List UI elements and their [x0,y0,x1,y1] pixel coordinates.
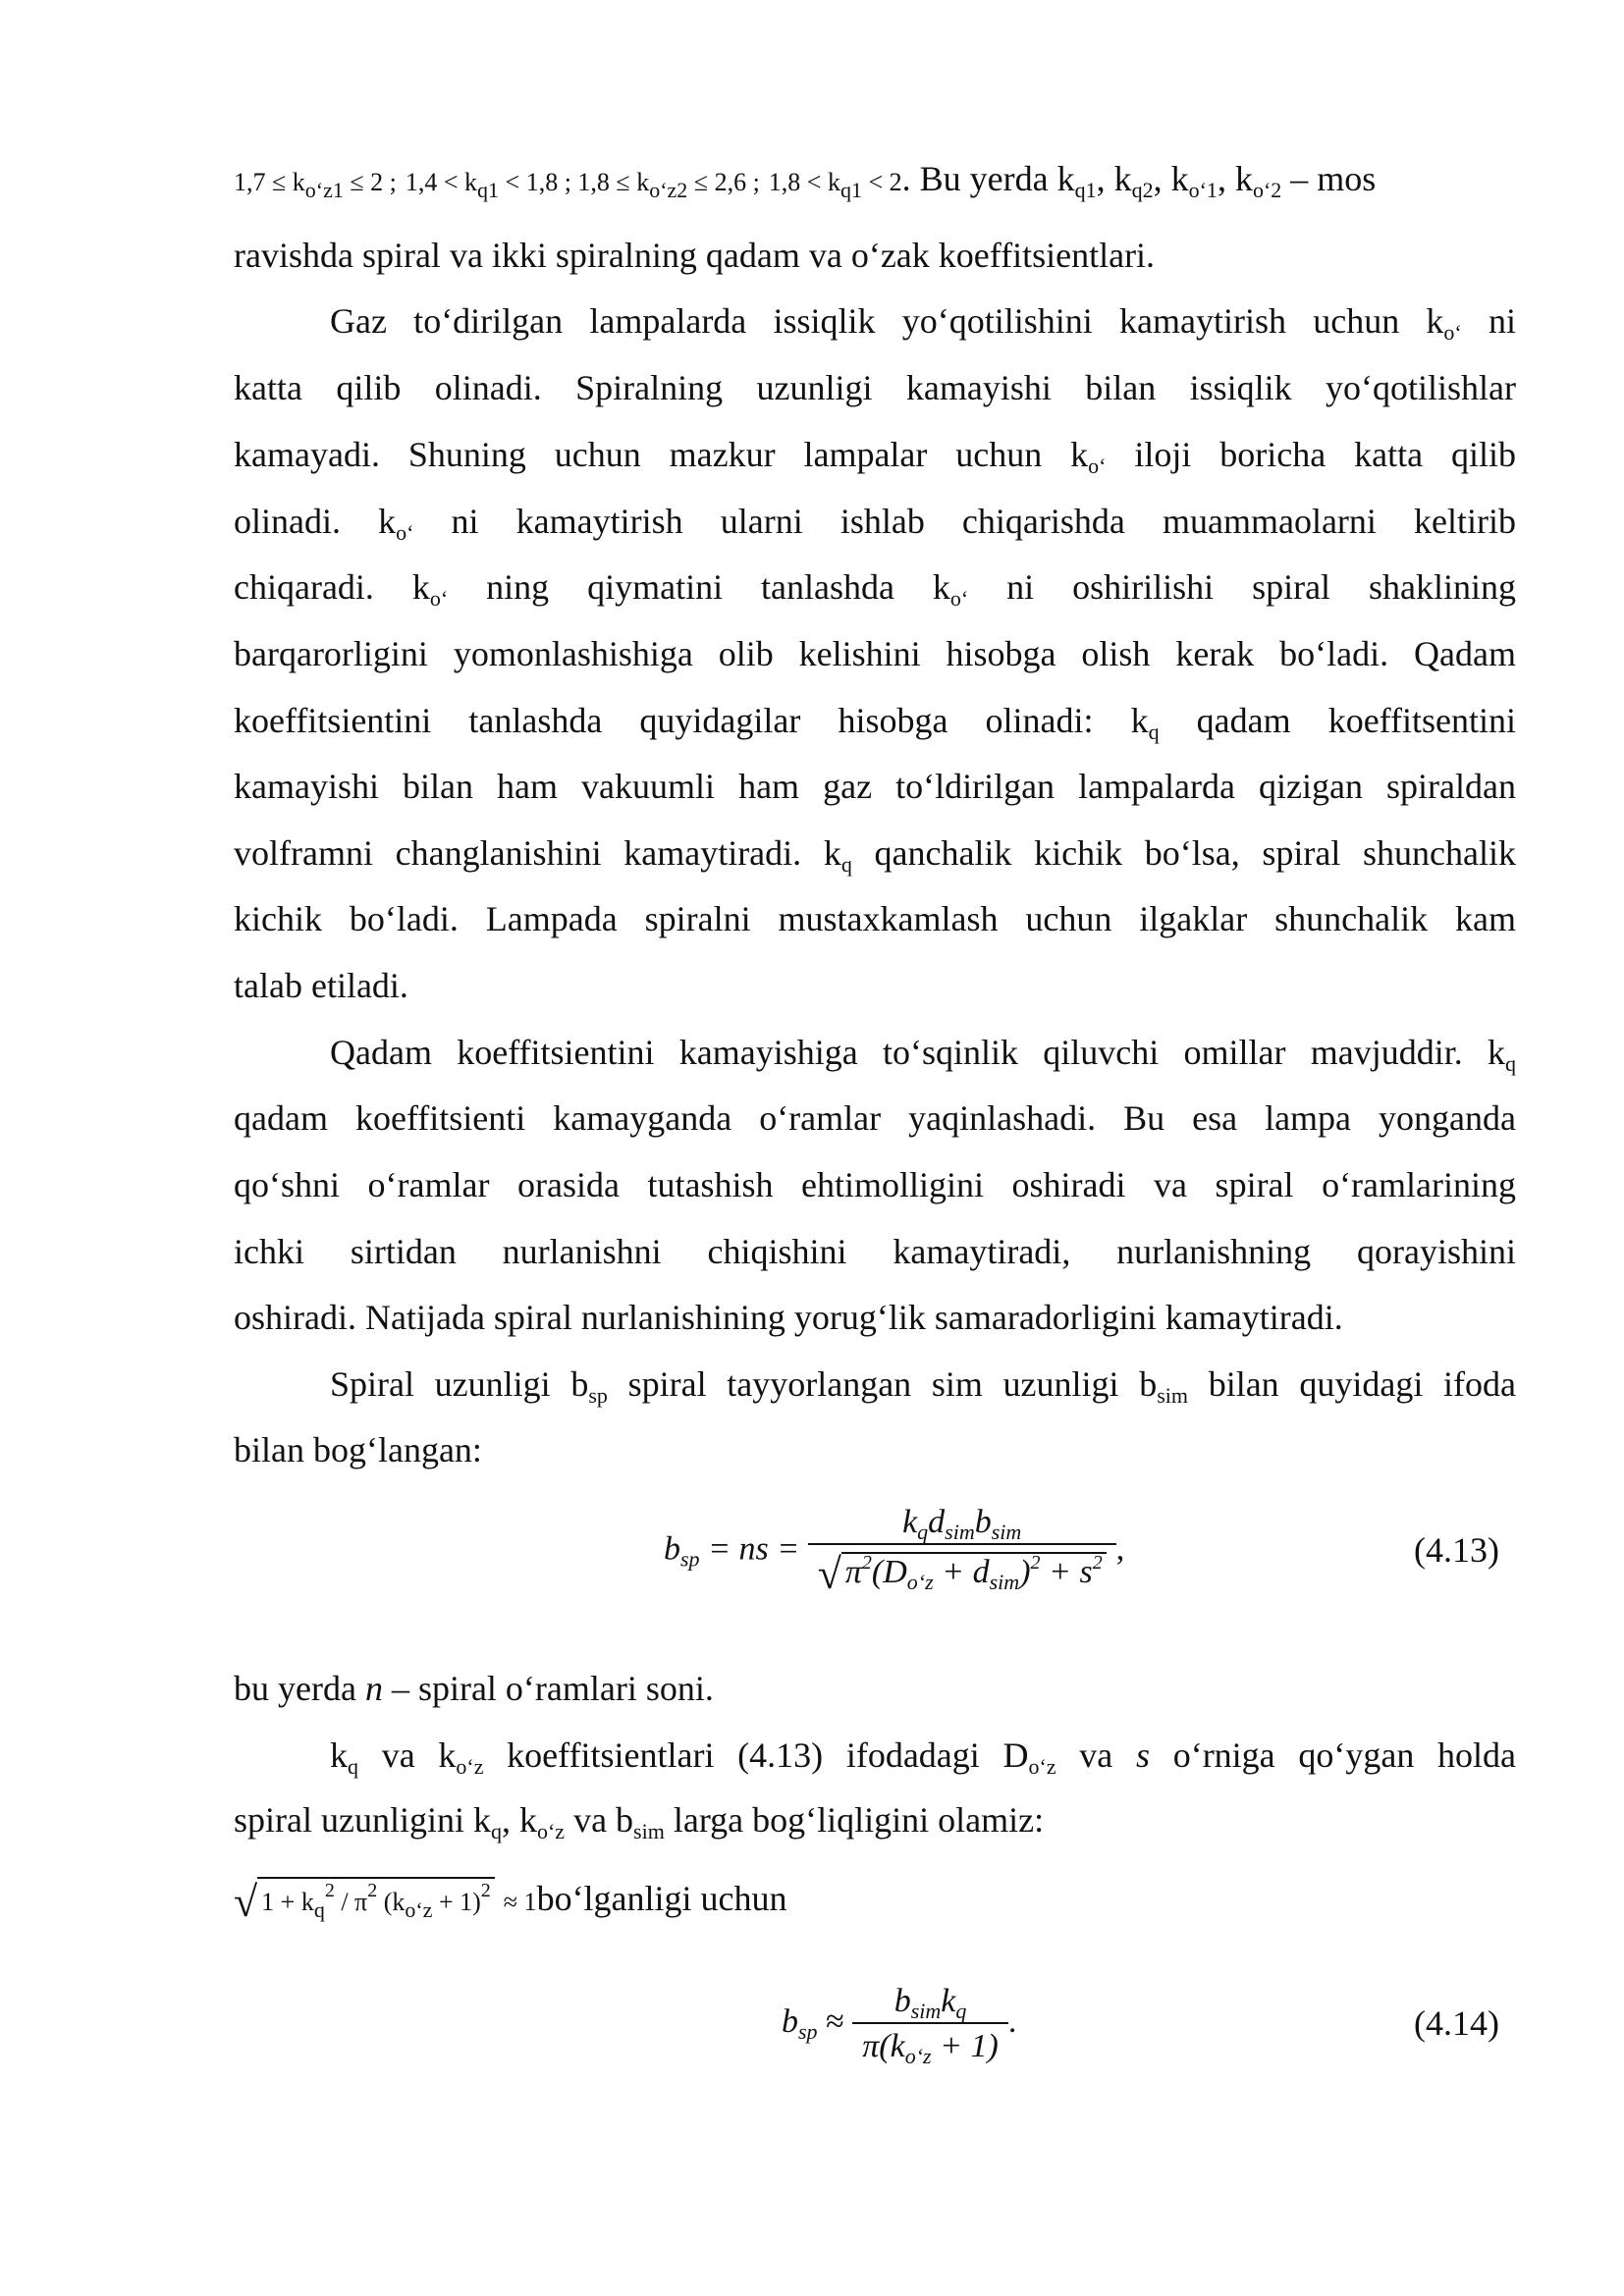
paragraph-line: talab etiladi. [234,966,408,1005]
inequality-3: $1,8 < k_{q1} < 2$ [768,168,902,202]
paragraph-line: chiqaradi. $k_{o‘}$ ning qiymatini tanlashda $k_{o‘}$ ni oshirilishi spiral shaklining [234,567,1516,611]
paragraph-line: volframni changlanishini kamaytiradi. $k_q$ qanchalik kichik bo‘lsa, spiral shunchalik [234,833,1516,877]
paragraph-line: qo‘shni o‘ramlar orasida tutashish ehtimolligini oshiradi va spiral o‘ramlarining [234,1165,1516,1204]
paragraph-line: koeffitsientini tanlashda quyidagilar hisobga olinadi: $k_q$ qadam koeffitsentini [234,701,1516,744]
paragraph-line: spiral uzunligini $k_q$, $k_{o‘z}$ va $b_{sim}$ larga bog‘liqligini olamiz: [234,1800,1045,1843]
paragraph-line: kamayishi bilan ham vakuumli ham gaz to‘ldirilgan lampalarda qizigan spiraldan [234,767,1516,806]
paragraph-line: katta qilib olinadi. Spiralning uzunligi kamayishi bilan issiqlik yo‘qotilishlar [234,368,1516,407]
paragraph-line: Spiral uzunligi $b_{sp}$ spiral tayyorlangan sim uzunligi $b_{sim}$ bilan quyidagi ifoda [330,1364,1516,1408]
paragraph-line: bu yerda n – spiral o‘ramlari soni. [234,1669,714,1708]
paragraph-line: ichki sirtidan nurlanishni chiqishini kamaytiradi, nurlanishning qorayishini [234,1232,1516,1271]
equation-number: (4.13) [1414,1530,1499,1570]
paragraph-line: kichik bo‘ladi. Lampada spiralni mustaxkamlash uchun ilgaklar shunchalik kam [234,899,1516,938]
paragraph-line: $1,7 \le k_{o‘z1} \le 2$ ; $1,4 < k_{q1} < 1,8$ ; $1,8 \le k_{o‘z2} \le 2,6$ ; $1,8 < k_{q1} < 2$. Bu yerda $k_{q1}$, $k_{q2}$, $k_{o‘1}$, $k_{o‘2}$ – mos [234,159,1377,202]
paragraph-line: $k_q$ va $k_{o‘z}$ koeffitsientlari (4.13) ifodadagi $D_{o‘z}$ va s o‘rniga qo‘ygan holda [330,1735,1517,1779]
paragraph-line: qadam koeffitsienti kamayganda o‘ramlar yaqinlashadi. Bu esa lampa yonganda [234,1098,1516,1138]
approximation-line: √ $1 + k_q^2 / \pi^2$ $(k_{o‘z} + 1)^2$ ≈ 1bo‘lganligi uchun [234,1878,787,1926]
equation-4-14: $b_{sp}$ ≈ $\frac{b_{sim}k_q}{\pi(k_{o‘z} + 1)}$ . [782,1983,1017,2068]
paragraph-line: barqarorligini yomonlashishiga olib kelishini hisobga olish kerak bo‘ladi. Qadam [234,634,1516,673]
fraction: $\frac{k_qd_{sim}b_{sim}}{√ \pi^2(D_{o‘z} + d_{sim})^2 + s^2}$ [808,1504,1116,1599]
fraction: $\frac{b_{sim}k_q}{\pi(k_{o‘z} + 1)}$ [852,1983,1008,2065]
paragraph-line: kamayadi. Shuning uchun mazkur lampalar uchun $k_{o‘}$ iloji boricha katta qilib [234,435,1517,478]
equation-4-13: $b_{sp}$ = ns = $\frac{k_qd_{sim}b_{sim}}{√ \pi^2(D_{o‘z} + d_{sim})^2 + s^2}$ , [664,1504,1125,1598]
paragraph-line: oshiradi. Natijada spiral nurlanishining yorug‘lik samaradorligini kamaytiradi. [234,1298,1343,1337]
paragraph-line: bilan bog‘langan: [234,1430,482,1469]
inequality-1: $1,7 \le k_{o‘z1} \le 2$ ; [234,168,397,202]
equation-number: (4.14) [1414,2003,1499,2043]
paragraph-line: ravishda spiral va ikki spiralning qadam va o‘zak koeffitsientlari. [234,236,1156,275]
inequality-2: $1,4 < k_{q1} < 1,8$ ; $1,8 \le k_{o‘z2} \le 2,6$ ; [405,168,760,202]
paragraph-line: Qadam koeffitsientini kamayishiga to‘sqinlik qiluvchi omillar mavjuddir. $k_q$ [330,1033,1516,1076]
paragraph-line: olinadi. $k_{o‘}$ ni kamaytirish ularni ishlab chiqarishda muammaolarni keltirib [234,502,1517,545]
paragraph-line: Gaz to‘dirilgan lampalarda issiqlik yo‘qotilishini kamaytirish uchun $k_{o‘}$ ni [330,301,1516,345]
